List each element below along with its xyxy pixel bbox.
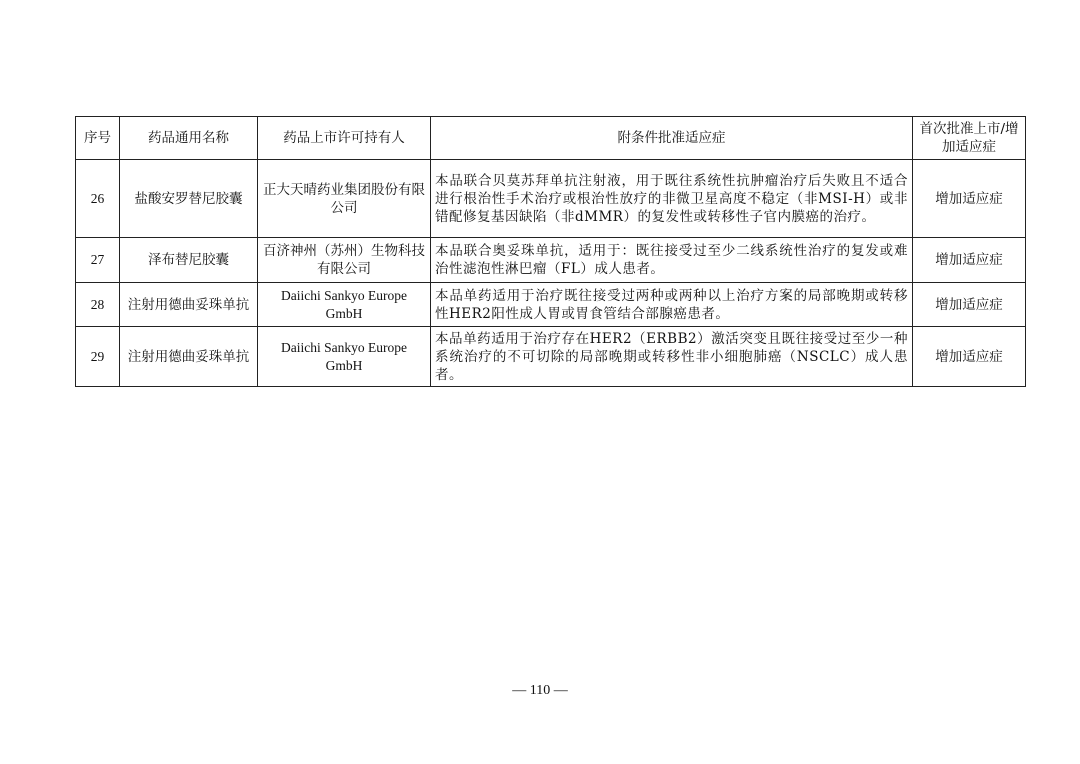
table-row	[76, 238, 1026, 283]
table-row	[76, 283, 1026, 327]
page-number: — 110 —	[512, 683, 568, 698]
indication: 本品联合贝莫苏拜单抗注射液，用于既往系统性抗肿瘤治疗后失败且不适合进行根治性手术治疗或根治性放疗的非微卫星高度不稳定（非MSI-H）或非错配修复基因缺陷（非dMMR）的复发性或转移性子官内膜癌的治疗。	[431, 160, 913, 238]
drug-name: 注射用德曲妥珠单抗	[120, 327, 258, 387]
row-number: 29	[76, 327, 120, 387]
drug-name: 盐酸安罗替尼胶囊	[120, 160, 258, 238]
header-drug-name: 药品通用名称	[120, 117, 258, 160]
table-row	[76, 327, 1026, 387]
indication: 本品单药适用于治疗既往接受过两种或两种以上治疗方案的局部晚期或转移性HER2阳性成人胃或胃食管结合部腺癌患者。	[431, 283, 913, 327]
approval-type: 增加适应症	[913, 327, 1026, 387]
approval-type: 增加适应症	[913, 238, 1026, 283]
table-header-row	[76, 117, 1026, 160]
drug-name: 注射用德曲妥珠单抗	[120, 283, 258, 327]
header-approval-type: 首次批准上市/增加适应症	[913, 117, 1026, 160]
indication: 本品单药适用于治疗存在HER2（ERBB2）激活突变且既往接受过至少一种系统治疗的不可切除的局部晚期或转移性非小细胞肺癌（NSCLC）成人患者。	[431, 327, 913, 387]
license-holder: Daiichi Sankyo Europe GmbH	[258, 283, 431, 327]
license-holder: 正大天晴药业集团股份有限公司	[258, 160, 431, 238]
row-number: 27	[76, 238, 120, 283]
license-holder: Daiichi Sankyo Europe GmbH	[258, 327, 431, 387]
drug-approval-table	[75, 116, 1026, 387]
row-number: 28	[76, 283, 120, 327]
license-holder: 百济神州（苏州）生物科技有限公司	[258, 238, 431, 283]
approval-type: 增加适应症	[913, 160, 1026, 238]
indication: 本品联合奥妥珠单抗，适用于：既往接受过至少二线系统性治疗的复发或难治性滤泡性淋巴瘤（FL）成人患者。	[431, 238, 913, 283]
drug-name: 泽布替尼胶囊	[120, 238, 258, 283]
table-row	[76, 160, 1026, 238]
row-number: 26	[76, 160, 120, 238]
header-conditional-indication: 附条件批准适应症	[431, 117, 913, 160]
header-serial-number: 序号	[76, 117, 120, 160]
approval-type: 增加适应症	[913, 283, 1026, 327]
header-license-holder: 药品上市许可持有人	[258, 117, 431, 160]
